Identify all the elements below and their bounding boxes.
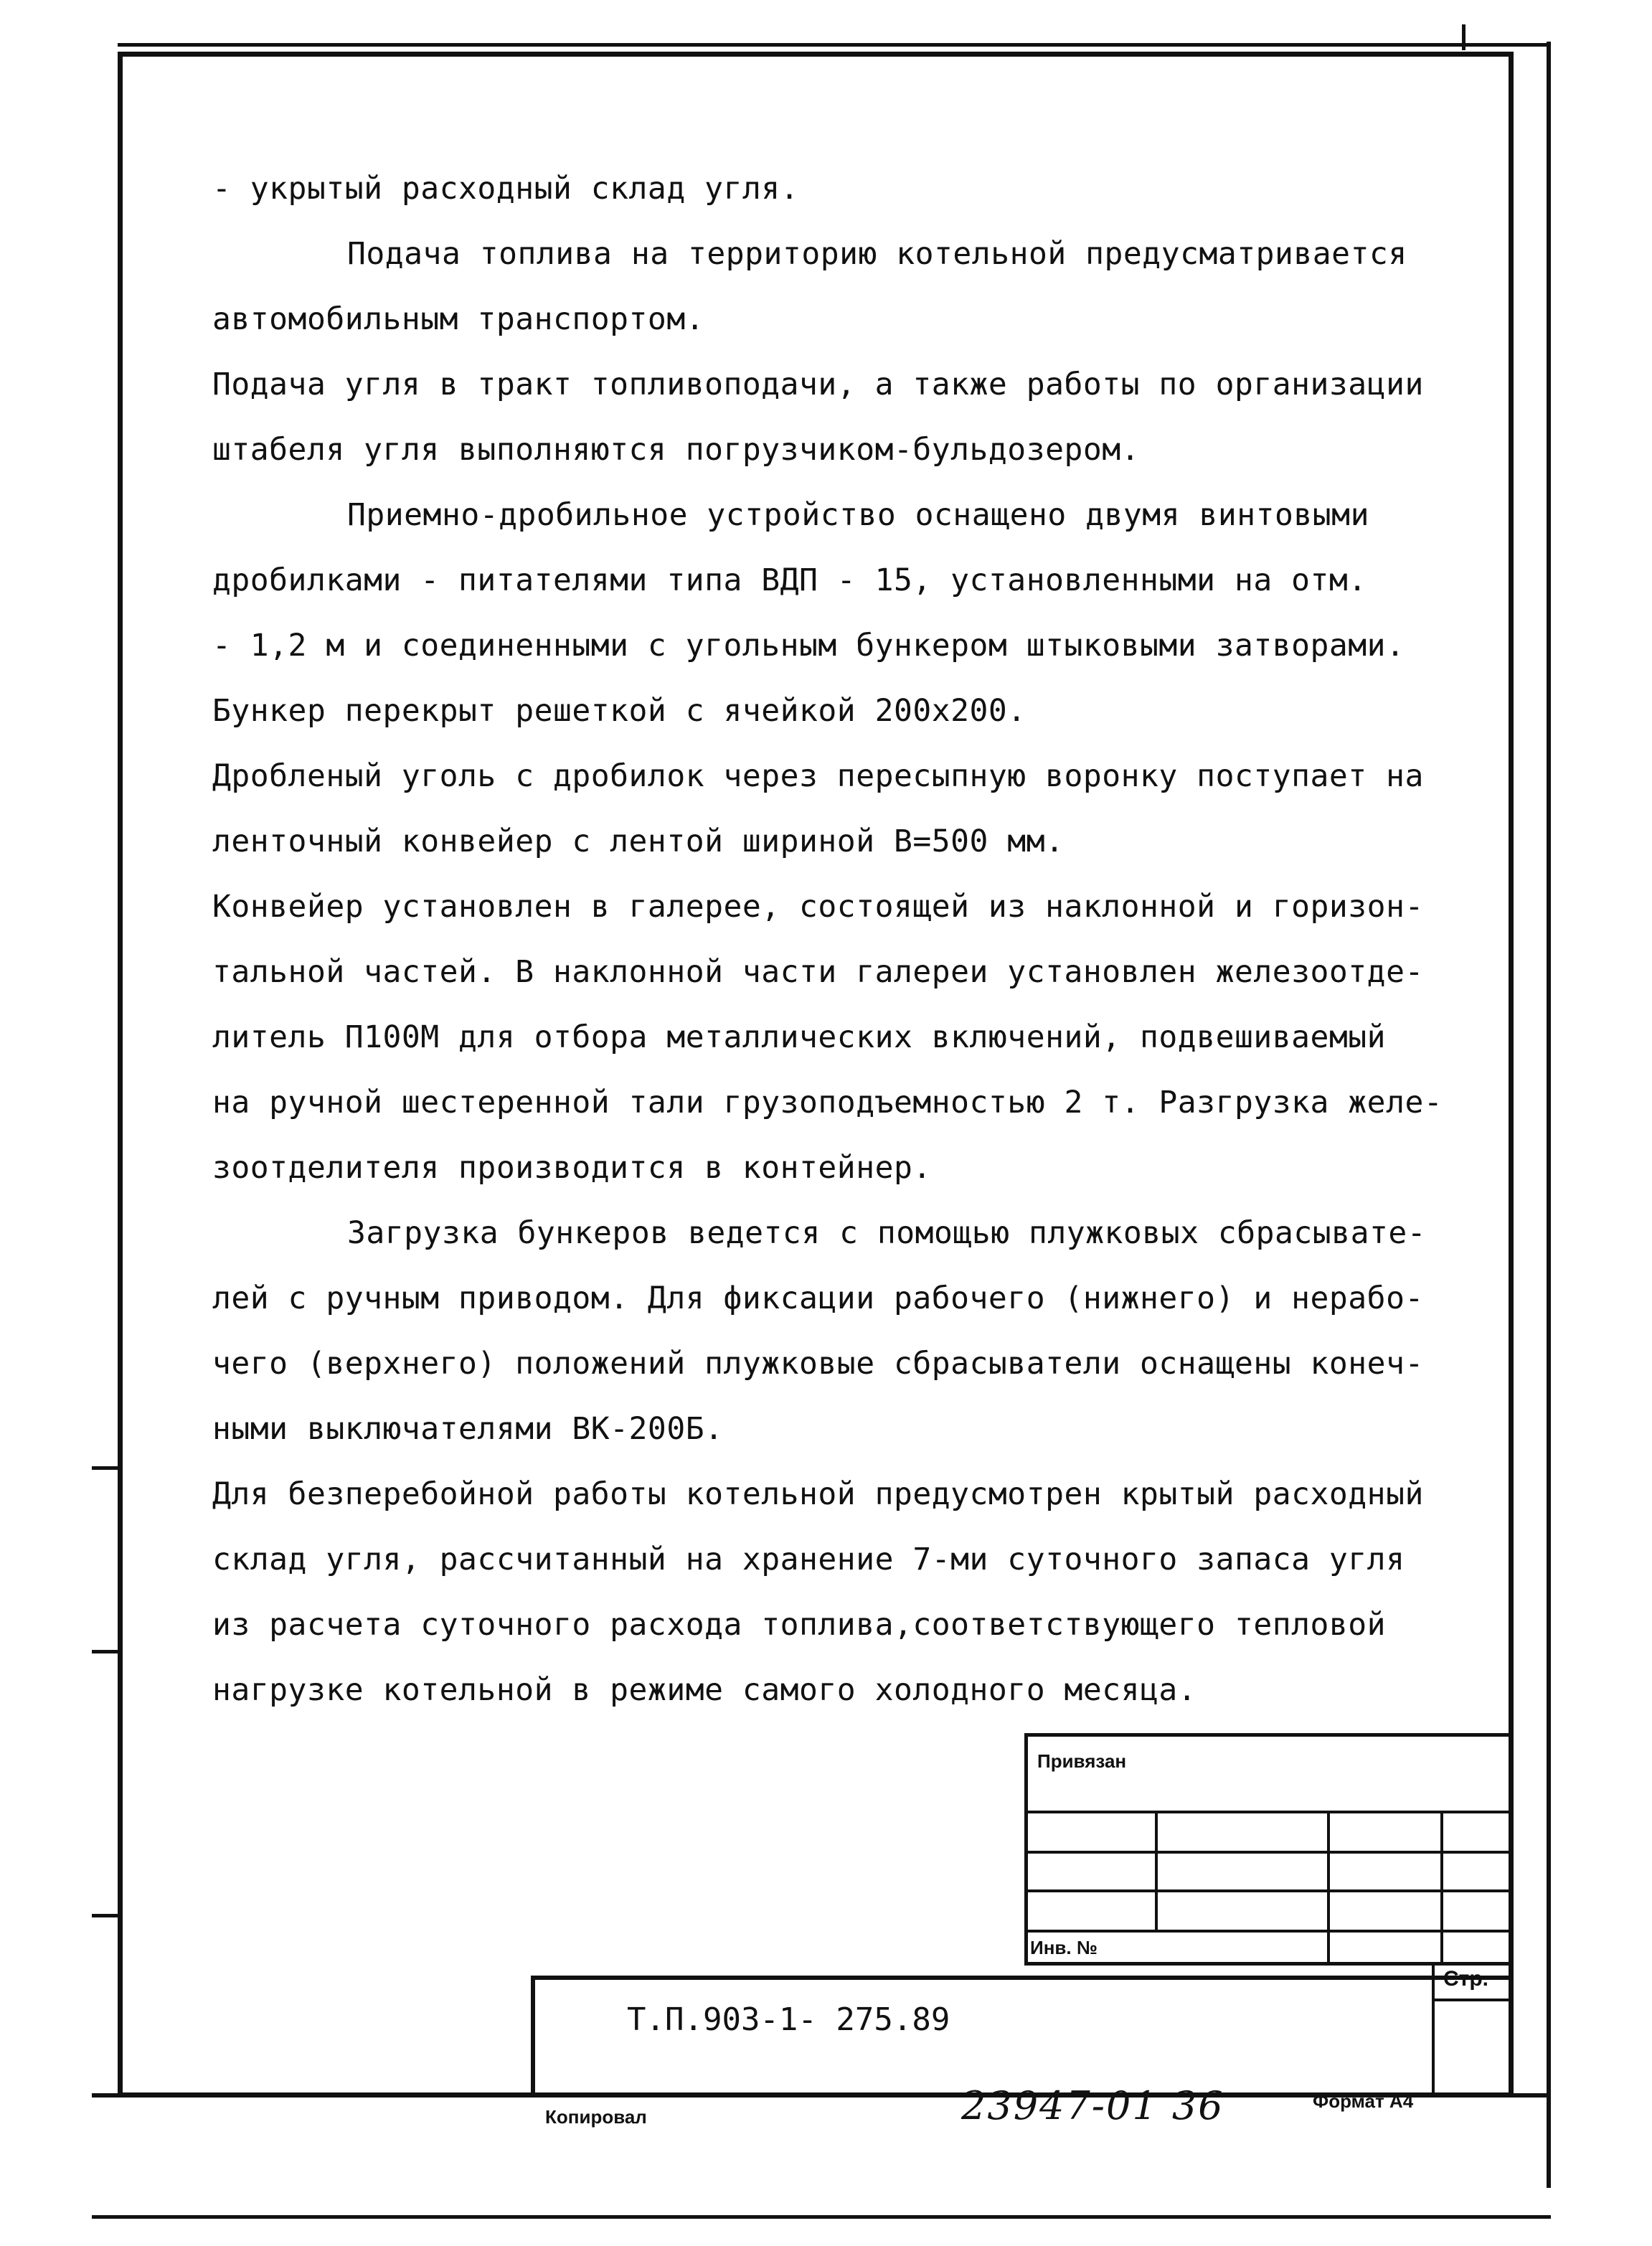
body-text — [212, 156, 1489, 1723]
page-row-line — [1432, 1999, 1514, 2001]
text-line: Подача угля в тракт топливоподачи, а также работы по организации — [212, 367, 1424, 402]
margin-tick — [92, 1650, 121, 1653]
stamp-col-line — [1155, 1811, 1158, 1930]
handwritten-number: 23947-01 36 — [961, 2083, 1224, 2128]
text-line: нагрузке котельной в режиме самого холодного месяца. — [212, 1672, 1197, 1708]
text-line: автомобильным транспортом. — [212, 301, 705, 337]
top-corner-tick — [1462, 24, 1465, 50]
text-line: Дробленый уголь с дробилок через пересыпную воронку поступает на — [212, 758, 1424, 794]
text-line: чего (верхнего) положений плужковые сбрасыватели оснащены конеч- — [212, 1346, 1424, 1382]
text-line: Конвейер установлен в галерее, состоящей из наклонной и горизон- — [212, 889, 1424, 925]
text-line: Загрузка бункеров ведется с помощью плужковых сбрасывате- — [347, 1215, 1427, 1251]
page-col-line — [1432, 1966, 1435, 2095]
inventory-number-label: Инв. № — [1030, 1937, 1098, 1958]
stamp-col-line — [1440, 1811, 1443, 1966]
text-line: Бункер перекрыт решеткой с ячейкой 200х200. — [212, 693, 1026, 729]
text-line: ными выключателями ВК-200Б. — [212, 1411, 724, 1447]
right-border-line — [1547, 42, 1551, 2188]
text-line: из расчета суточного расхода топлива,соответствующего тепловой — [212, 1607, 1387, 1643]
text-line: - укрытый расходный склад угля. — [212, 171, 800, 207]
text-line: ленточный конвейер с лентой шириной В=500 мм. — [212, 824, 1065, 859]
text-line: зоотделителя производится в контейнер. — [212, 1150, 932, 1186]
stamp-title: Привязан — [1037, 1750, 1127, 1772]
text-line: дробилками - питателями типа ВДП - 15, установленными на отм. — [212, 562, 1367, 598]
page-label: Стр. — [1443, 1967, 1489, 1991]
text-line: склад угля, рассчитанный на хранение 7-ми суточного запаса угля — [212, 1542, 1405, 1577]
text-line: Для безперебойной работы котельной предусмотрен крытый расходный — [212, 1476, 1424, 1512]
margin-tick — [92, 1466, 121, 1470]
document-code: Т.П.903-1- 275.89 — [627, 2001, 950, 2038]
text-line: - 1,2 м и соединенными с угольным бункером штыковыми затворами. — [212, 628, 1405, 664]
copied-by-label: Копировал — [545, 2106, 647, 2128]
text-line: на ручной шестеренной тали грузоподъемностью 2 т. Разгрузка желе- — [212, 1085, 1443, 1120]
top-border-line — [118, 43, 1551, 47]
text-line: Приемно-дробильное устройство оснащено двумя винтовыми — [347, 497, 1369, 533]
trim-line — [92, 2215, 1551, 2219]
text-line: Подача топлива на территорию котельной предусматривается — [347, 236, 1407, 272]
text-line: литель П100М для отбора металлических включений, подвешиваемый — [212, 1019, 1387, 1055]
margin-tick — [92, 1914, 121, 1917]
format-label: Формат А4 — [1313, 2090, 1414, 2112]
stamp-col-line — [1327, 1811, 1330, 1966]
text-line: лей с ручным приводом. Для фиксации рабочего (нижнего) и нерабо- — [212, 1280, 1424, 1316]
text-line: тальной частей. В наклонной части галереи установлен железоотде- — [212, 954, 1424, 990]
text-line: штабеля угля выполняются погрузчиком-бульдозером. — [212, 432, 1141, 468]
